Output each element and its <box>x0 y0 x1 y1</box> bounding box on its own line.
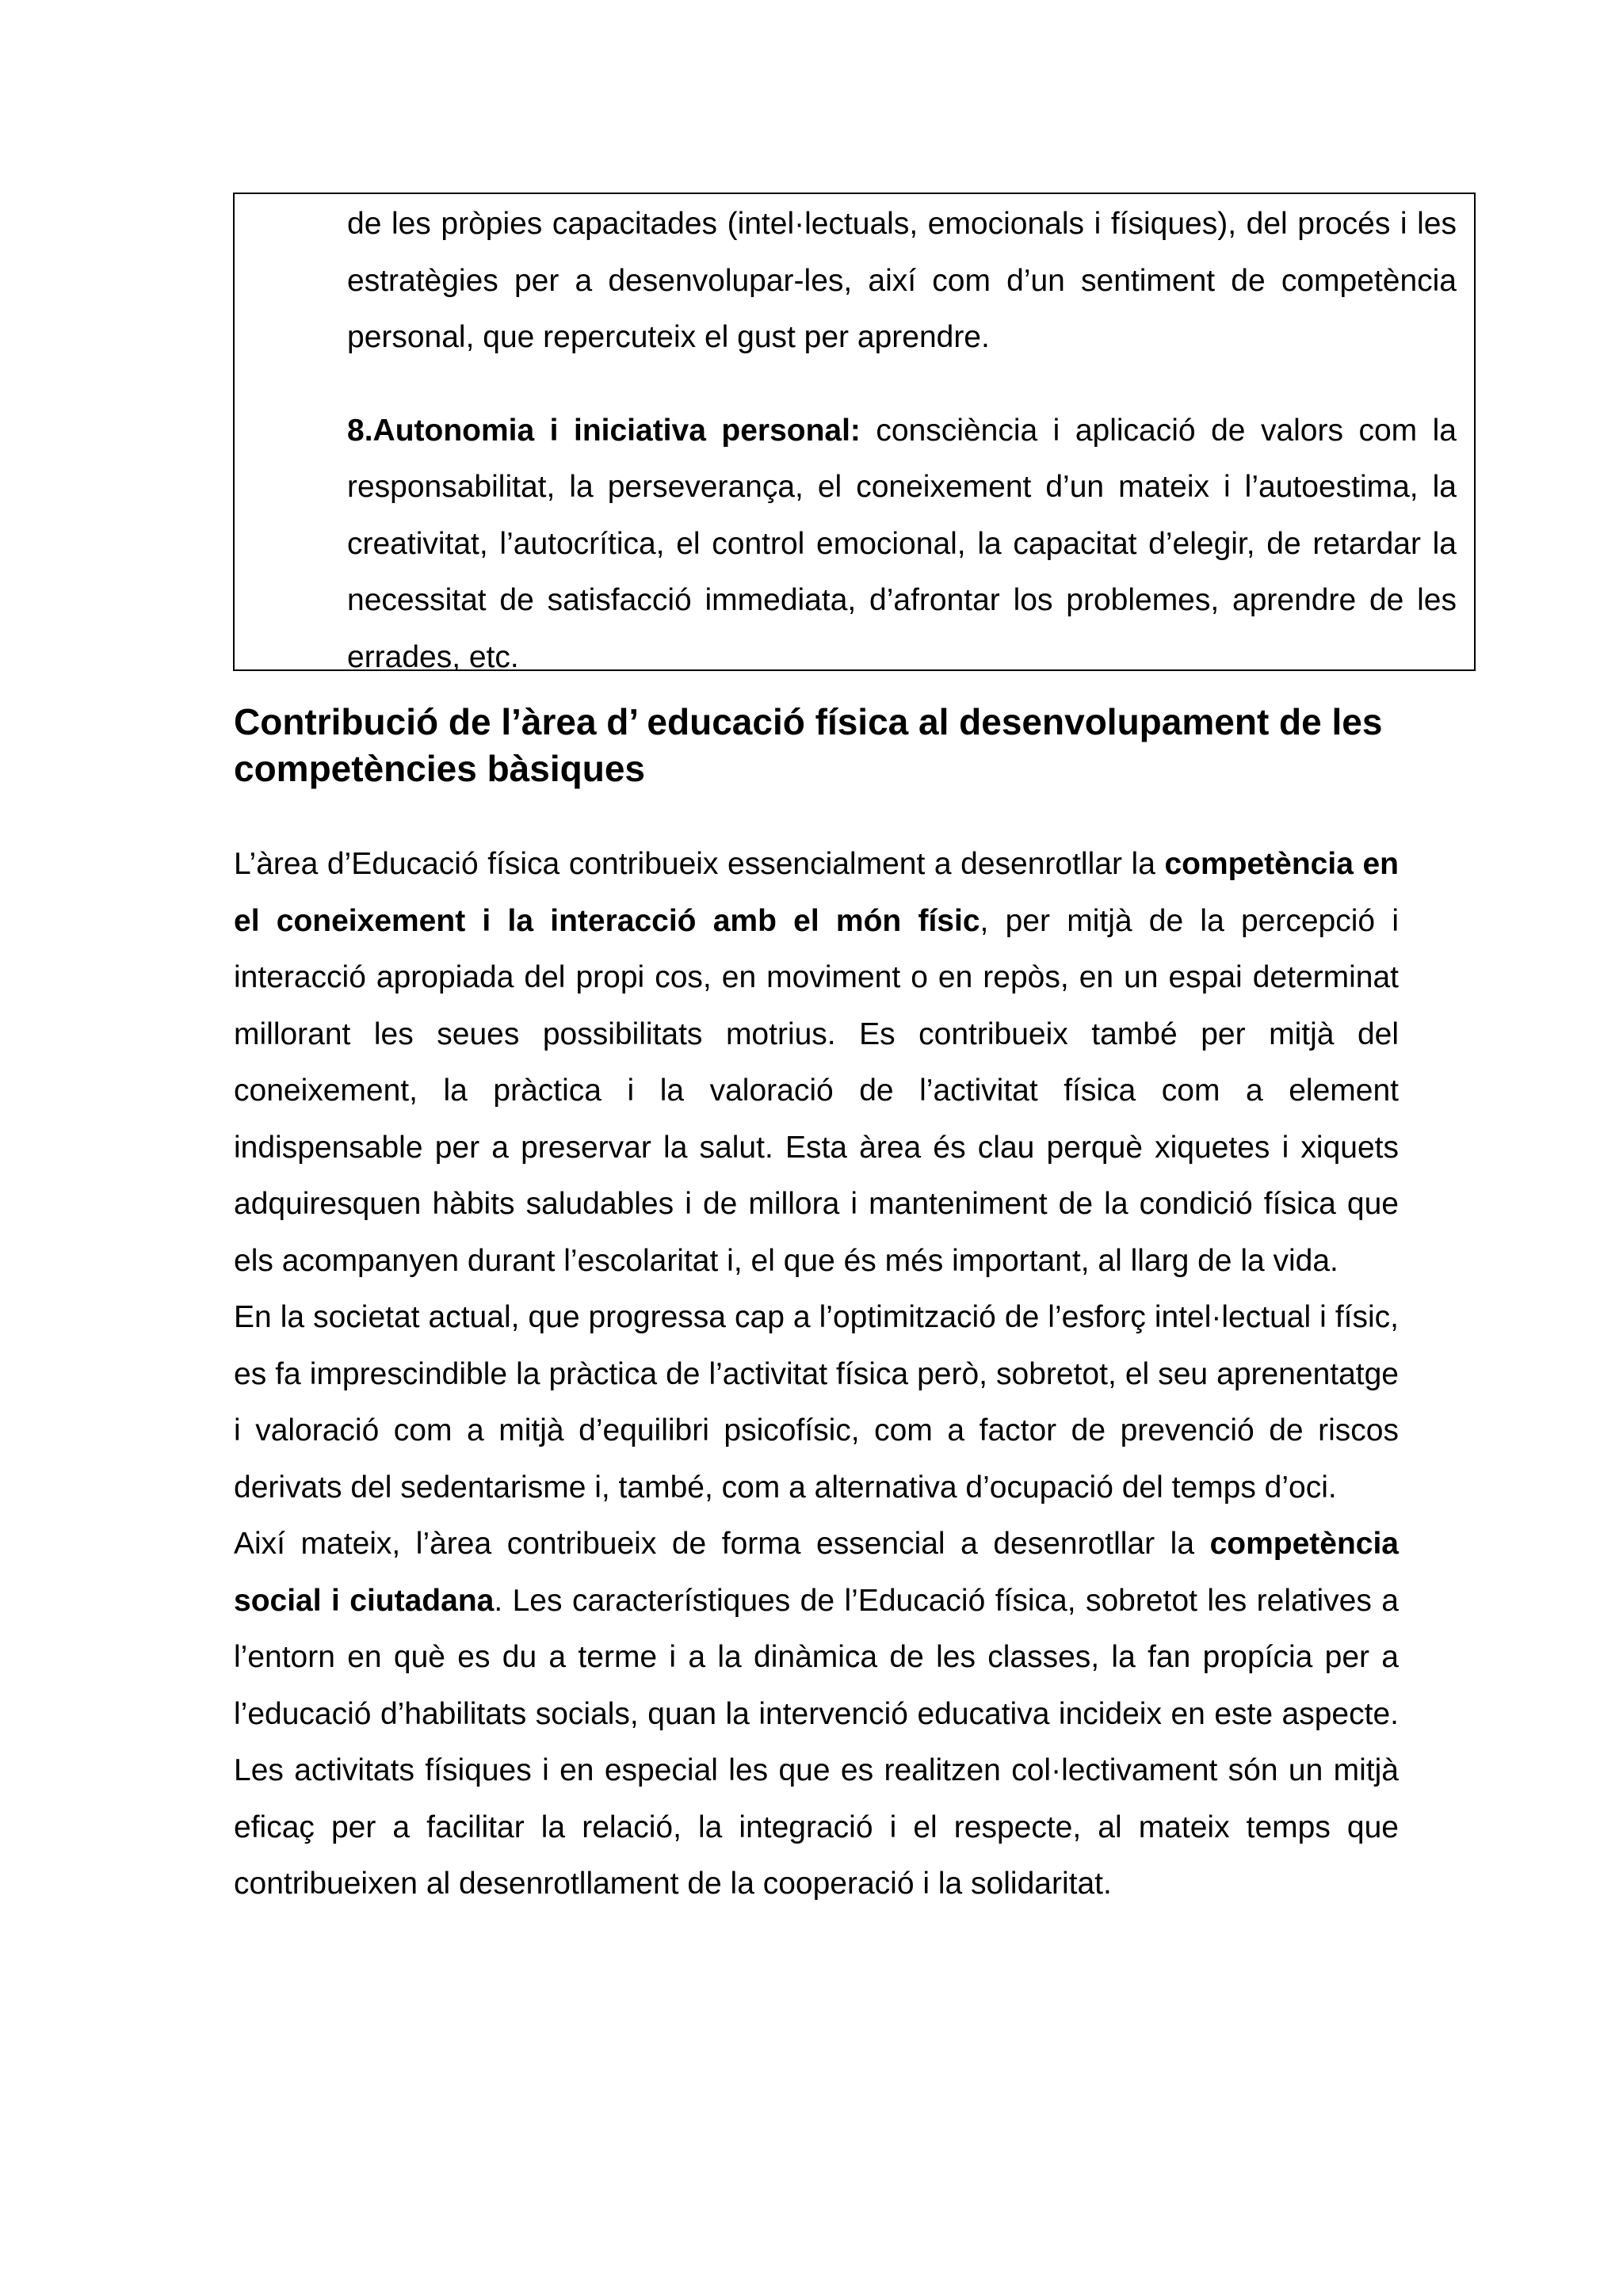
body-paragraph-3-rest: . Les característiques de l’Educació física, sobretot les relatives a l’entorn en què es du a terme i a la dinàmica de les classes, la fan propícia per a l’educació d’habilitats socials, quan la intervenció educativa incideix en este aspecte. Les activitats físiques i en especial les que es realitzen col·lectivament són un mitjà eficaç per a facilitar la relació, la integració i el respecte, al mateix temps que contribueixen al desenrotllament de la cooperació i la solidaritat. <box>234 1583 1400 1901</box>
box-paragraph-2-text: consciència i aplicació de valors com la responsabilitat, la perseverança, el coneixement d’un mateix i l’autoestima, la creativitat, l’autocrítica, el control emocional, la capacitat d’elegir, de retardar la necessitat de satisfacció immediata, d’afrontar los problemes, aprendre de les errades, etc. <box>347 413 1457 674</box>
body-paragraph-1-rest: , per mitjà de la percepció i interacció apropiada del propi cos, en moviment o en repòs, en un espai determinat millorant les seues possibilitats motrius. Es contribueix també per mitjà del coneixement, la pràctica i la valoració de l’activitat física com a element indispensable per a preservar la salut. Esta àrea és clau perquè xiquetes i xiquets adquiresquen hàbits saludables i de millora i manteniment de la condició física que els acompanyen durant l’escolaritat i, el que és més important, al llarg de la vida. <box>234 903 1399 1278</box>
body-paragraph-3 <box>234 1516 1399 1913</box>
competences-box <box>233 193 1476 674</box>
body-paragraph-1-bold: competència en el coneixement i la interacció amb el món físic <box>234 847 1399 938</box>
body-paragraph-3-bold: competència social i ciutadana <box>234 1527 1399 1618</box>
body-paragraph-2: En la societat actual, que progressa cap a l’optimització de l’esforç intel·lectual i físic, es fa imprescindible la pràctica de l’activitat física però, sobretot, el seu aprenentatge i valoració com a mitjà d’equilibri psicofísic, com a factor de prevenció de riscos derivats del sedentarisme i, també, com a alternativa d’ocupació del temps d’oci. <box>234 1300 1399 1505</box>
body-paragraph-1 <box>234 836 1399 1289</box>
body-paragraph-3-intro: Així mateix, l’àrea contribueix de forma essencial a desenrotllar la <box>234 1527 1210 1561</box>
section-body <box>234 836 1399 1913</box>
body-paragraph-1-intro: L’àrea d’Educació física contribueix essencialment a desenrotllar la <box>234 847 1165 881</box>
box-paragraph-2-title: 8.Autonomia i iniciativa personal: <box>347 413 861 448</box>
section-heading: Contribució de l’àrea d’ educació física al desenvolupament de les competències bàsiques <box>234 701 1383 789</box>
box-paragraph-1: de les pròpies capacitades (intel·lectuals, emocionals i físiques), del procés i les estratègies per a desenvolupar-les, així com d’un sentiment de competència personal, que repercuteix el gust per aprendre. <box>347 207 1457 354</box>
box-paragraph-2 <box>347 402 1457 686</box>
competences-box-content <box>347 196 1457 685</box>
